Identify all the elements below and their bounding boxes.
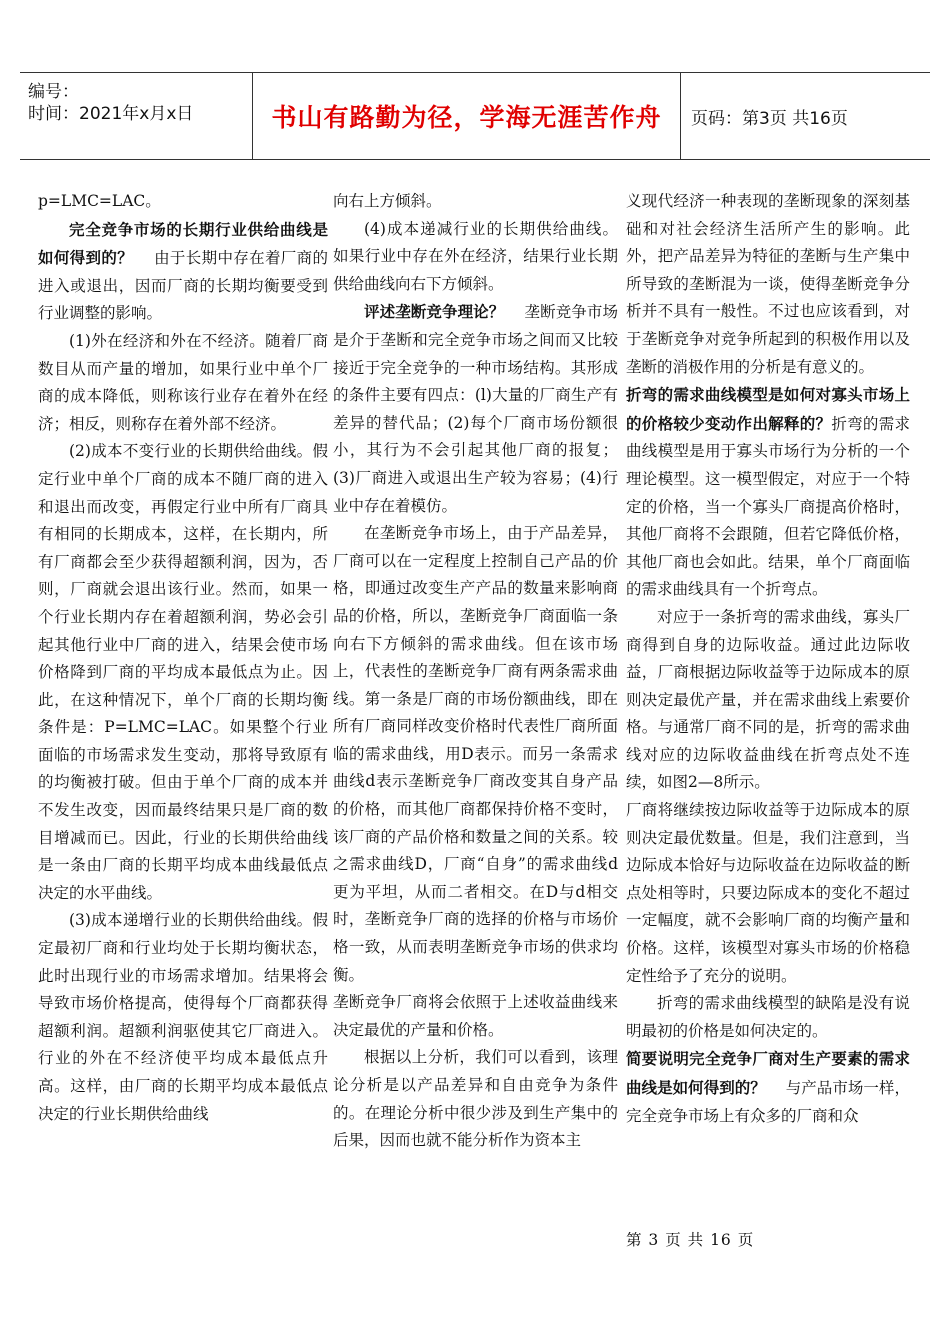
qa-paragraph: [333, 298, 618, 520]
paragraph: p=LMC=LAC。: [38, 192, 161, 210]
paragraph: 折弯的需求曲线模型的缺陷是没有说明最初的价格是如何决定的。: [626, 994, 910, 1040]
header-page-cell: [680, 73, 930, 159]
paragraph: (3)成本递增行业的长期供给曲线。假定最初厂商和行业均处于长期均衡状态，此时出现行业的市场需求增加。结果将会导致市场价格提高，使得每个厂商都获得超额利润。超额利润驱使其它厂商进入。行业的外在不经济使平均成本最低点升高。这样，由厂商的长期平均成本最低点决定的行业长期供给曲线: [38, 911, 328, 1123]
paragraph: 对应于一条折弯的需求曲线，寡头厂商得到自身的边际收益。通过此边际收益，厂商根据边际收益等于边际成本的原则决定最优产量，并在需求曲线上索要价格。与通常厂商不同的是，折弯的需求曲线对应的边际收益曲线在折弯点处不连续，如图2—8所示。: [626, 607, 910, 792]
paragraph: (2)成本不变行业的长期供给曲线。假定行业中单个厂商的成本不随厂商的进入和退出而改变，再假定行业中所有厂商具有相同的长期成本，这样，在长期内，所有厂商都会至少获得超额利润，因为，否则，厂商就会退出该行业。然而，如果一个行业长期内存在着超额利润，势必会引起其他行业中厂商的进入，结果会使市场价格降到厂商的平均成本最低点为止。因此，在这种情况下，单个厂商的长期均衡条件是：P=LMC=LAC。如果整个行业面临的市场需求发生变动，那将导致原有的均衡被打破。但由于单个厂商的成本并不发生改变，因而最终结果只是厂商的数目增减而已。因此，行业的长期供给曲线是一条由厂商的长期平均成本曲线最低点决定的水平曲线。: [38, 442, 328, 902]
page-footer: 第 3 页 共 16 页: [626, 1231, 755, 1249]
number-label: 编号：: [28, 82, 79, 102]
paragraph: (4)成本递减行业的长期供给曲线。如果行业中存在外在经济，结果行业长期供给曲线向右下方倾斜。: [333, 219, 618, 293]
paragraph: 义现代经济一种表现的垄断现象的深刻基础和对社会经济生活所产生的影响。此外，把产品差异为特征的垄断与生产集中所导致的垄断混为一谈，使得垄断竞争分析并不具有一般性。不过也应该看到，对于垄断竞争对竞争所起到的积极作用以及垄断的消极作用的分析是有意义的。: [626, 192, 910, 376]
paragraph: 垄断竞争厂商将会依照于上述收益曲线来决定最优的产量和价格。: [333, 993, 618, 1039]
column-2: [333, 188, 618, 1155]
header-motto-cell: [252, 73, 680, 159]
motto-text: 书山有路勤为径，学海无涯苦作舟: [271, 103, 662, 132]
column-3: [626, 188, 910, 1130]
qa-paragraph: [38, 216, 328, 328]
question-heading: 完全竞争市场的长期行业供给曲线是如何得到的？: [38, 219, 328, 268]
time-label: 时间：2021年x月x日: [28, 104, 194, 124]
question-heading: 评述垄断竞争理论？: [364, 302, 505, 322]
page-header: [20, 72, 930, 160]
paragraph: (1)外在经济和外在不经济。随着厂商数目从而产量的增加，如果行业中单个厂商的成本降低，则称该行业存在着外在经济；相反，则称存在着外部不经济。: [38, 331, 328, 433]
column-1: [38, 188, 328, 1128]
header-meta: [20, 73, 252, 159]
question-heading: 折弯的需求曲线模型是如何对寡头市场上的价格较少变动作出解释的？: [626, 385, 910, 433]
answer-text: 折弯的需求曲线模型是用于寡头市场行为分析的一个理论模型。这一模型假定，对应于一个特定的价格，当一个寡头厂商提高价格时，其他厂商将不会跟随，但若它降低价格，其他厂商也会如此。结果，单个厂商面临的需求曲线具有一个折弯点。: [626, 414, 910, 599]
answer-text: 与产品市场一样，完全竞争市场上有众多的厂商和众: [626, 1079, 910, 1125]
answer-text: 由于长期中存在着厂商的进入或退出，因而厂商的长期均衡要受到行业调整的影响。: [38, 249, 328, 323]
paragraph: 在垄断竞争市场上，由于产品差异，厂商可以在一定程度上控制自己产品的价格，即通过改变生产产品的数量来影响商品的价格，所以，垄断竞争厂商面临一条向右下方倾斜的需求曲线。但在该市场上，代表性的垄断竞争厂商有两条需求曲线。第一条是厂商的市场份额曲线，即在所有厂商同样改变价格时代表性厂商所面临的需求曲线，用D表示。而另一条需求曲线d表示垄断竞争厂商改变其自身产品的价格，而其他厂商都保持价格不变时，该厂商的产品价格和数量之间的关系。较之需求曲线D，厂商“自身”的需求曲线d更为平坦，从而二者相交。在D与d相交时，垄断竞争厂商的选择的价格与市场价格一致，从而表明垄断竞争市场的供求均衡。: [333, 524, 618, 984]
paragraph: 向右上方倾斜。: [333, 192, 442, 210]
paragraph: 厂商将继续按边际收益等于边际成本的原则决定最优数量。但是，我们注意到，当边际成本恰好与边际收益在边际收益的断点处相等时，只要边际成本的变化不超过一定幅度，就不会影响厂商的均衡产量和价格。这样，该模型对寡头市场的价格稳定性给予了充分的说明。: [626, 801, 910, 985]
paragraph: 根据以上分析，我们可以看到，该理论分析是以产品差异和自由竞争为条件的。在理论分析中很少涉及到生产集中的后果，因而也就不能分析作为资本主: [333, 1048, 618, 1150]
qa-paragraph: [626, 1045, 910, 1130]
page-label: 页码：第3页 共16页: [691, 108, 848, 129]
qa-paragraph: [626, 381, 910, 604]
question-heading: 简要说明完全竞争厂商对生产要素的需求曲线是如何得到的？: [626, 1049, 910, 1097]
answer-text: 垄断竞争市场是介于垄断和完全竞争市场之间而又比较接近于完全竞争的一种市场结构。其形成的条件主要有四点：(l)大量的厂商生产有差异的替代品；(2)每个厂商市场份额很小，其行为不会引起其他厂商的报复；(3)厂商进入或退出生产较为容易；(4)行业中存在着模仿。: [333, 303, 618, 515]
